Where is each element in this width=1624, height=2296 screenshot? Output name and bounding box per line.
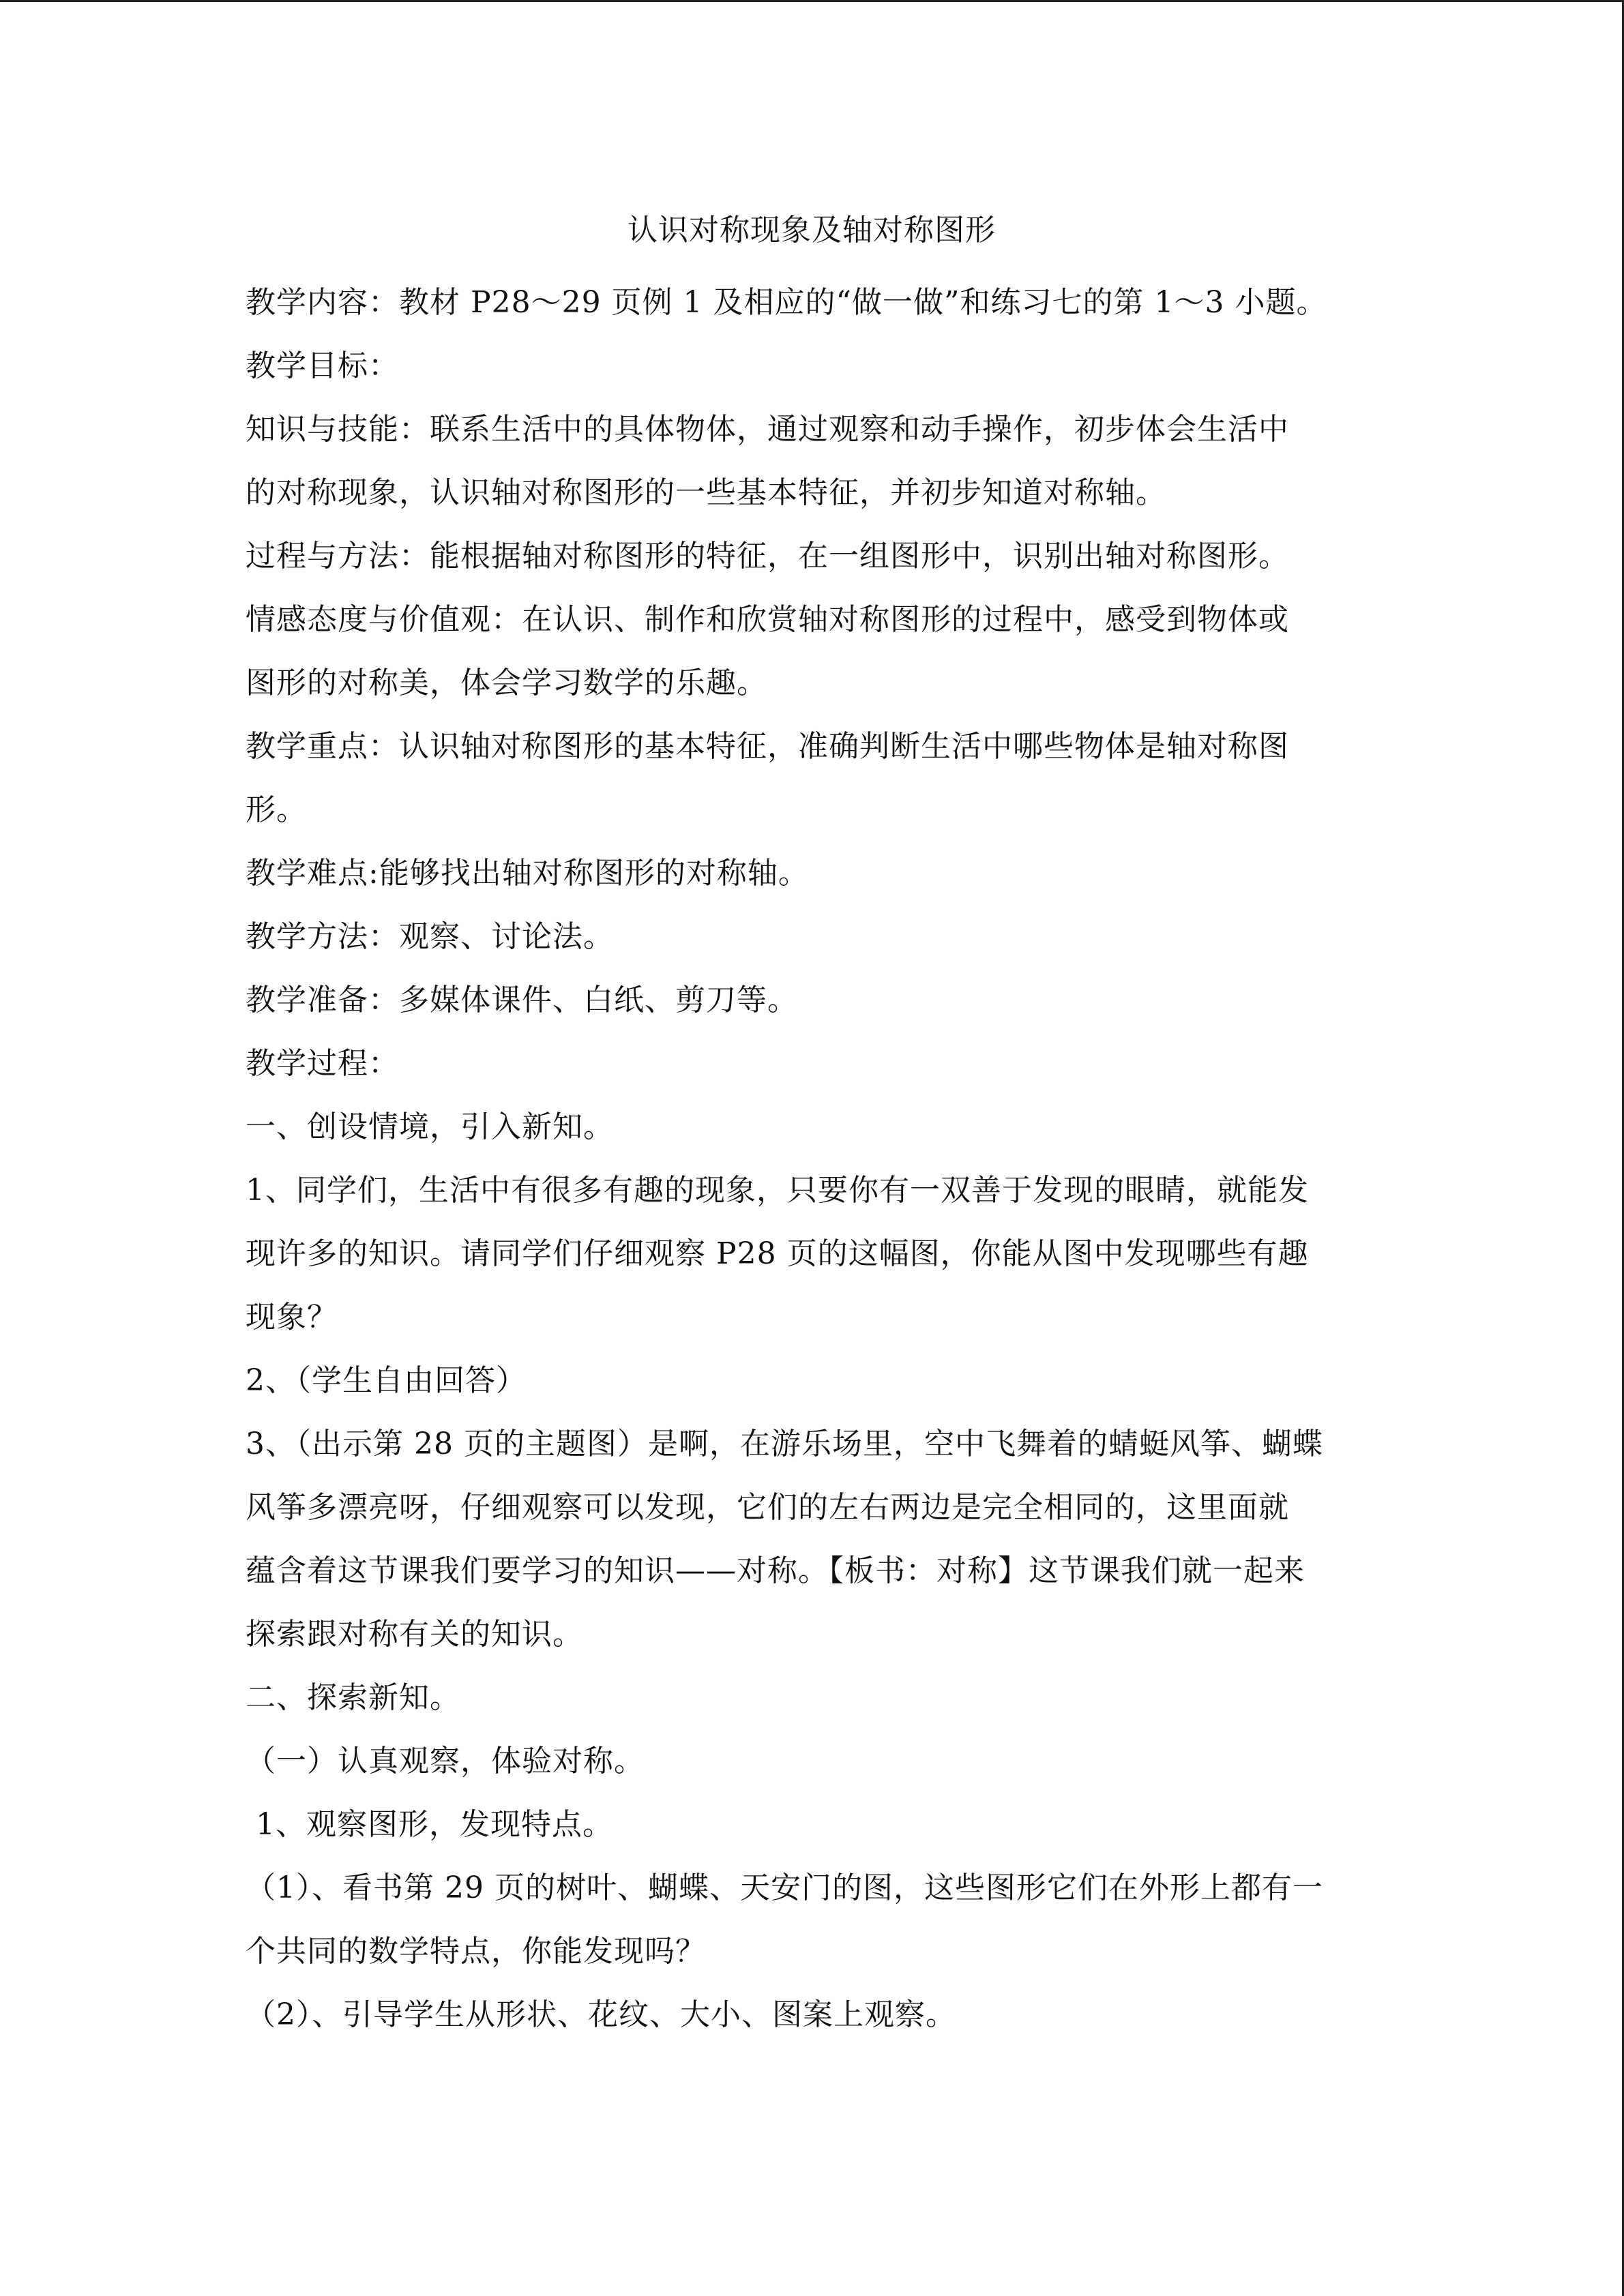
- text-line: 2、（学生自由回答）: [246, 1363, 527, 1398]
- text-line: 知识与技能：联系生活中的具体物体，通过观察和动手操作，初步体会生活中: [246, 412, 1289, 447]
- text-line: 图形的对称美，体会学习数学的乐趣。: [246, 666, 767, 700]
- text-line: 3、（出示第 28 页的主题图）是啊，在游乐场里，空中飞舞着的蜻蜓风筝、蝴蝶: [246, 1427, 1323, 1461]
- text-line: （2）、引导学生从形状、花纹、大小、图案上观察。: [246, 1997, 956, 2032]
- text-line: 过程与方法：能根据轴对称图形的特征，在一组图形中，识别出轴对称图形。: [246, 539, 1289, 573]
- document-title: 认识对称现象及轴对称图形: [628, 213, 996, 248]
- text-line: 一、创设情境，引入新知。: [246, 1109, 614, 1144]
- text-line: 教学过程：: [246, 1046, 399, 1081]
- text-line: （1）、看书第 29 页的树叶、蝴蝶、天安门的图，这些图形它们在外形上都有一: [246, 1870, 1323, 1905]
- document-text: [246, 271, 1378, 2046]
- text-line: 教学目标：: [246, 348, 399, 383]
- text-line: 教学方法：观察、讨论法。: [246, 919, 614, 954]
- text-line: 个共同的数学特点，你能发现吗？: [246, 1934, 706, 1969]
- text-line: 蕴含着这节课我们要学习的知识——对称。【板书：对称】这节课我们就一起来: [246, 1553, 1305, 1588]
- text-line: 1、观察图形，发现特点。: [246, 1807, 613, 1842]
- text-line: 教学难点:能够找出轴对称图形的对称轴。: [246, 856, 809, 891]
- text-line: 形。: [246, 792, 307, 827]
- text-line: 1、同学们，生活中有很多有趣的现象，只要你有一双善于发现的眼睛，就能发: [246, 1173, 1309, 1208]
- text-line: 二、探索新知。: [246, 1680, 460, 1715]
- text-line: 探索跟对称有关的知识。: [246, 1617, 583, 1652]
- text-line: 风筝多漂亮呀，仔细观察可以发现，它们的左右两边是完全相同的，这里面就: [246, 1490, 1289, 1525]
- document-body: [246, 207, 1378, 2046]
- text-line: 教学内容：教材 P28～29 页例 1 及相应的“做一做”和练习七的第 1～3 小题。: [246, 285, 1327, 320]
- text-line: 的对称现象，认识轴对称图形的一些基本特征，并初步知道对称轴。: [246, 475, 1166, 510]
- text-line: 情感态度与价值观：在认识、制作和欣赏轴对称图形的过程中，感受到物体或: [246, 602, 1289, 637]
- text-line: 现许多的知识。请同学们仔细观察 P28 页的这幅图，你能从图中发现哪些有趣: [246, 1236, 1309, 1271]
- text-line: （一）认真观察，体验对称。: [246, 1744, 645, 1778]
- text-line: 现象？: [246, 1300, 338, 1335]
- text-line: 教学准备：多媒体课件、白纸、剪刀等。: [246, 983, 798, 1017]
- text-line: 教学重点：认识轴对称图形的基本特征，准确判断生活中哪些物体是轴对称图: [246, 729, 1289, 764]
